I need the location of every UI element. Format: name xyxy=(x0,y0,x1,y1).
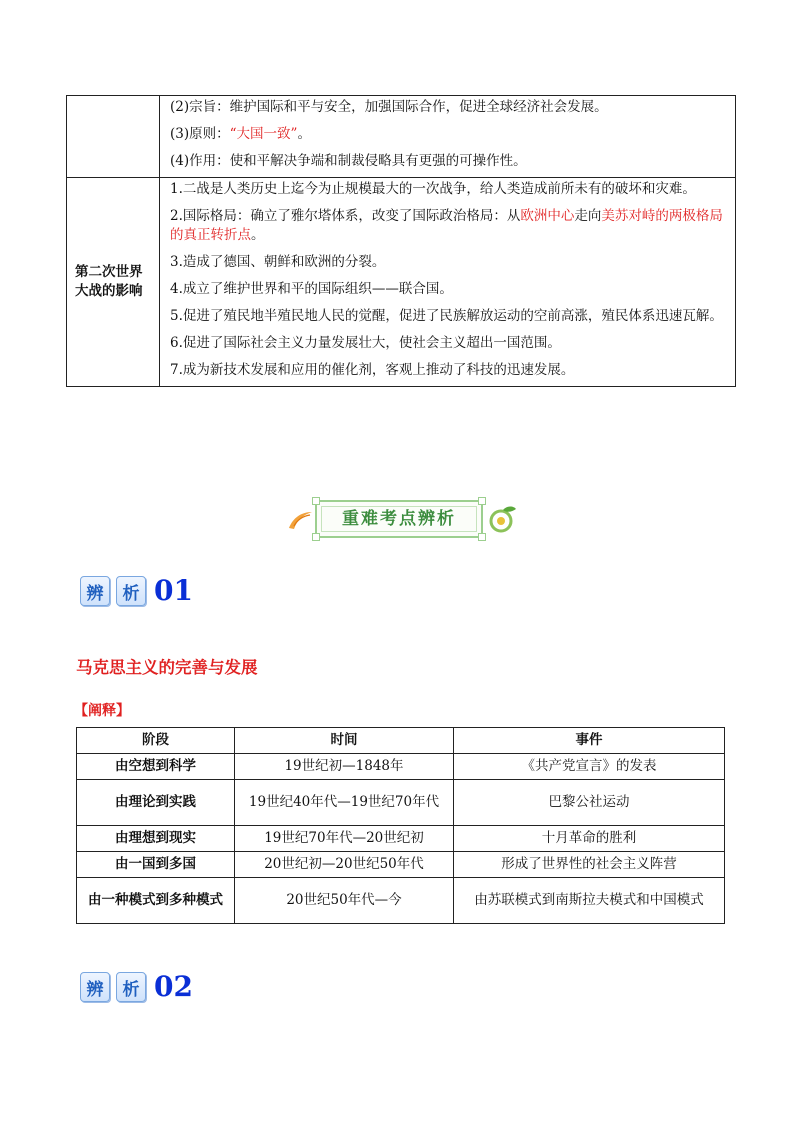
stage-cell: 由一种模式到多种模式 xyxy=(77,878,235,924)
un-row-label-empty xyxy=(67,96,160,178)
analysis-01-number: 01 xyxy=(154,574,193,607)
un-principle-value: “大国一致” xyxy=(229,126,298,142)
key-points-banner xyxy=(285,494,520,546)
event-cell: 巴黎公社运动 xyxy=(454,780,725,826)
explain-label: 【阐释】 xyxy=(74,703,130,719)
un-principle-suffix: 。 xyxy=(297,126,311,142)
un-row-content xyxy=(160,96,736,178)
header-event: 事件 xyxy=(454,728,725,754)
table-row xyxy=(77,826,725,852)
impact-item-2-suffix: 。 xyxy=(251,227,265,243)
analysis-01-heading xyxy=(80,572,193,606)
un-principle-prefix: (3)原则： xyxy=(170,126,230,142)
time-cell: 20世纪50年代—今 xyxy=(235,878,454,924)
time-cell: 19世纪40年代—19世纪70年代 xyxy=(235,780,454,826)
impact-item-6: 6.促进了国际社会主义力量发展壮大，使社会主义超出一国范围。 xyxy=(170,335,561,351)
banner-title: 重难考点辨析 xyxy=(342,509,456,529)
impact-item-3: 3.造成了德国、朝鲜和欧洲的分裂。 xyxy=(170,254,386,270)
ww2-summary-table xyxy=(66,95,736,387)
header-stage: 阶段 xyxy=(77,728,235,754)
section-title: 马克思主义的完善与发展 xyxy=(76,658,258,677)
table-header-row xyxy=(77,728,725,754)
impact-item-2-highlight-1: 欧洲中心 xyxy=(520,208,575,224)
table-row xyxy=(77,852,725,878)
stage-cell: 由空想到科学 xyxy=(77,754,235,780)
analysis-02-heading xyxy=(80,968,193,1002)
un-principle xyxy=(170,125,727,144)
event-cell: 形成了世界性的社会主义阵营 xyxy=(454,852,725,878)
stage-cell: 由理论到实践 xyxy=(77,780,235,826)
time-cell: 19世纪初—1848年 xyxy=(235,754,454,780)
impact-item-1: 1.二战是人类历史上迄今为止规模最大的一次战争，给人类造成前所未有的破坏和灾难。 xyxy=(170,181,696,197)
analysis-02-number: 02 xyxy=(154,970,193,1003)
event-cell: 由苏联模式到南斯拉夫模式和中国模式 xyxy=(454,878,725,924)
impact-item-2-mid: 走向 xyxy=(574,208,602,224)
un-row xyxy=(67,96,736,178)
impact-item-2-highlight-2: 美苏对峙的两极格局的真正转折点 xyxy=(170,208,723,243)
header-time: 时间 xyxy=(235,728,454,754)
time-cell: 19世纪70年代—20世纪初 xyxy=(235,826,454,852)
impact-item-4: 4.成立了维护世界和平的国际组织——联合国。 xyxy=(170,281,453,297)
analysis-01-char-2: 析 xyxy=(116,576,146,606)
impact-item-2 xyxy=(170,207,727,245)
brush-stroke-icon xyxy=(285,504,315,534)
event-cell: 《共产党宣言》的发表 xyxy=(454,754,725,780)
time-cell: 20世纪初—20世纪50年代 xyxy=(235,852,454,878)
impact-item-2-prefix: 2.国际格局：确立了雅尔塔体系，改变了国际政治格局：从 xyxy=(170,208,521,224)
table-row xyxy=(77,754,725,780)
marxism-development-table xyxy=(76,727,725,924)
analysis-01-char-1: 辨 xyxy=(80,576,110,606)
analysis-02-char-1: 辨 xyxy=(80,972,110,1002)
banner-frame xyxy=(315,500,483,538)
impact-item-7: 7.成为新技术发展和应用的催化剂，客观上推动了科技的迅速发展。 xyxy=(170,362,575,378)
un-purpose: (2)宗旨：维护国际和平与安全，加强国际合作，促进全球经济社会发展。 xyxy=(170,99,608,115)
leaf-circle-icon xyxy=(485,504,519,534)
event-cell: 十月革命的胜利 xyxy=(454,826,725,852)
ww2-impact-content xyxy=(160,178,736,387)
ww2-impact-row xyxy=(67,178,736,387)
analysis-02-char-2: 析 xyxy=(116,972,146,1002)
stage-cell: 由理想到现实 xyxy=(77,826,235,852)
table-row xyxy=(77,780,725,826)
table-row xyxy=(77,878,725,924)
stage-cell: 由一国到多国 xyxy=(77,852,235,878)
impact-item-5: 5.促进了殖民地半殖民地人民的觉醒，促进了民族解放运动的空前高涨，殖民体系迅速瓦解。 xyxy=(170,308,723,324)
ww2-impact-label: 第二次世界大战的影响 xyxy=(67,178,160,387)
un-function: (4)作用：使和平解决争端和制裁侵略具有更强的可操作性。 xyxy=(170,153,527,169)
